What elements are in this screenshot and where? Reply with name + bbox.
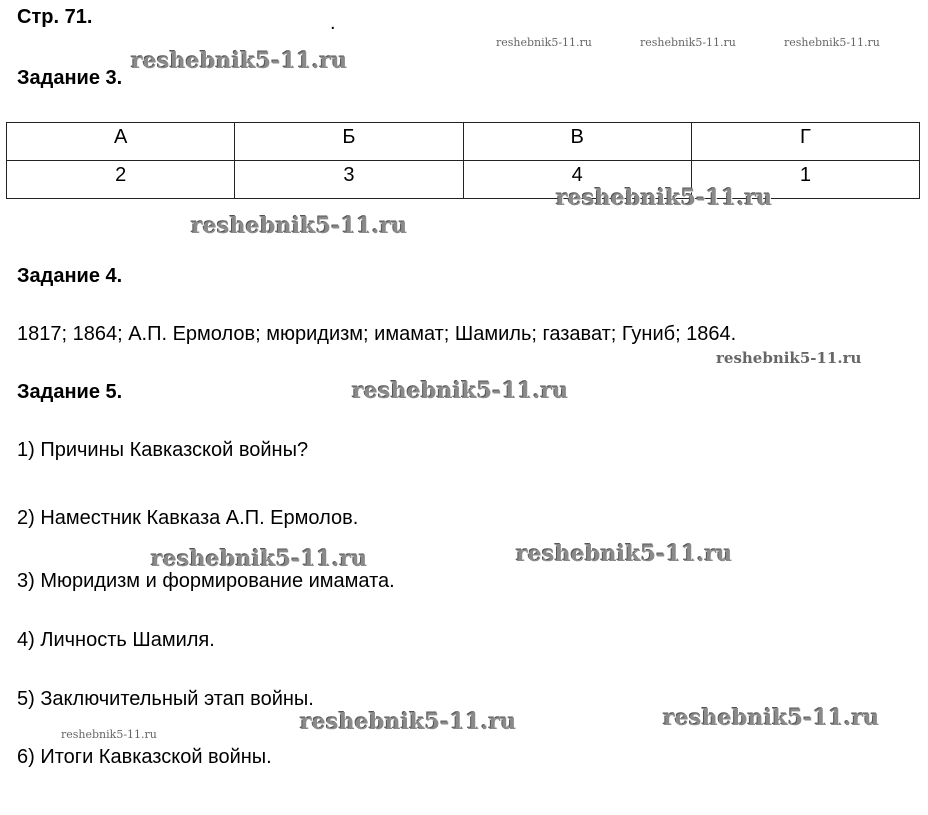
watermark: reshebnik5-11.ru <box>663 705 880 731</box>
table-row <box>7 161 920 199</box>
table-header-cell: Г <box>691 123 919 161</box>
watermark: reshebnik5-11.ru <box>516 541 733 567</box>
list-item: 5) Заключительный этап войны. <box>17 688 314 710</box>
task5-heading: Задание 5. <box>17 381 123 403</box>
task4-heading: Задание 4. <box>17 265 123 287</box>
watermark: reshebnik5-11.ru <box>191 213 408 239</box>
watermark: reshebnik5-11.ru <box>496 36 592 49</box>
watermark: reshebnik5-11.ru <box>716 349 862 367</box>
task3-heading: Задание 3. <box>17 67 123 89</box>
watermark: reshebnik5-11.ru <box>151 546 368 572</box>
watermark: reshebnik5-11.ru <box>300 709 517 735</box>
table-cell: 2 <box>7 161 235 199</box>
stray-dot: . <box>330 12 336 34</box>
watermark: reshebnik5-11.ru <box>556 185 773 211</box>
task4-answer-text: 1817; 1864; А.П. Ермолов; мюридизм; имамат; Шамиль; газават; Гуниб; 1864. <box>17 323 737 345</box>
watermark: reshebnik5-11.ru <box>784 36 880 49</box>
table-cell: 4 <box>463 161 691 199</box>
list-item: 1) Причины Кавказской войны? <box>17 439 309 461</box>
list-item: 4) Личность Шамиля. <box>17 629 215 651</box>
table-header-row <box>7 123 920 161</box>
watermark: reshebnik5-11.ru <box>131 48 348 74</box>
watermark: reshebnik5-11.ru <box>640 36 736 49</box>
table-cell: 1 <box>691 161 919 199</box>
page-label: Стр. 71. <box>17 6 93 28</box>
list-item: 2) Наместник Кавказа А.П. Ермолов. <box>17 507 359 529</box>
table-header-cell: А <box>7 123 235 161</box>
table-header-cell: Б <box>235 123 463 161</box>
answer-table <box>6 122 920 199</box>
watermark: reshebnik5-11.ru <box>61 728 157 741</box>
list-item: 3) Мюридизм и формирование имамата. <box>17 570 395 592</box>
watermark: reshebnik5-11.ru <box>352 378 569 404</box>
table-cell: 3 <box>235 161 463 199</box>
table-header-cell: В <box>463 123 691 161</box>
list-item: 6) Итоги Кавказской войны. <box>17 746 272 768</box>
